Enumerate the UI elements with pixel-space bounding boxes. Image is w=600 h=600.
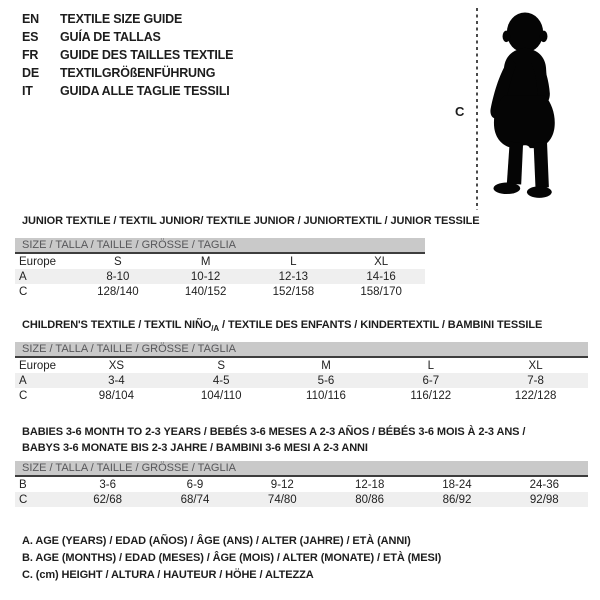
age-cell: 7-8 [527, 374, 544, 387]
language-title: GUIDE DES TAILLES TEXTILE [60, 48, 234, 62]
size-cell: XL [528, 359, 543, 372]
height-cell: 98/104 [98, 389, 134, 402]
height-cell: 158/170 [360, 285, 402, 298]
section-title-children-post: / TEXTILE DES ENFANTS / KINDERTEXTIL / BAMBINI TESSILE [219, 319, 543, 331]
section-title-children [22, 319, 542, 333]
row-label: C [19, 389, 28, 402]
height-cell: 152/158 [272, 285, 315, 298]
language-row-es [22, 28, 233, 46]
height-cell: 104/110 [200, 389, 242, 402]
height-cell: 86/92 [442, 493, 472, 506]
row-label: A [19, 270, 27, 283]
legend-line-c: C. (cm) HEIGHT / ALTURA / HAUTEUR / HÖHE / ALTEZZA [22, 569, 314, 581]
row-label: C [19, 285, 28, 298]
height-cell: 122/128 [514, 389, 557, 402]
legend-line-a: A. AGE (YEARS) / EDAD (AÑOS) / ÂGE (ANS) / ALTER (JAHRE) / ETÀ (ANNI) [22, 535, 411, 547]
section-title-children-sub: /A [211, 324, 220, 334]
age-cell: 9-12 [270, 478, 294, 491]
height-cell: 128/140 [97, 285, 139, 298]
language-code: FR [22, 48, 39, 62]
table-row-height [15, 284, 425, 299]
table-row-age-months [15, 477, 588, 492]
table-row-age [15, 269, 425, 284]
language-code: IT [22, 84, 33, 98]
language-row-en [22, 10, 233, 28]
size-cell: L [290, 255, 297, 268]
table-row-age [15, 373, 588, 388]
row-label: Europe [19, 255, 57, 268]
language-code: EN [22, 12, 39, 26]
size-table-junior [15, 238, 425, 299]
table-row-height [15, 388, 588, 403]
row-label: Europe [19, 359, 57, 372]
age-cell: 6-7 [422, 374, 440, 387]
language-row-fr [22, 46, 233, 64]
size-table-babies [15, 461, 588, 507]
age-cell: 5-6 [317, 374, 335, 387]
size-cell: XS [108, 359, 125, 372]
size-header-bar: SIZE / TALLA / TAILLE / GRÖSSE / TAGLIA [15, 461, 588, 477]
section-title-children-pre: CHILDREN'S TEXTILE / TEXTIL NIÑO [22, 319, 212, 331]
height-cell: 110/116 [306, 389, 346, 402]
height-cell: 68/74 [180, 493, 210, 506]
height-cell: 92/98 [529, 493, 559, 506]
height-label-c: C [455, 104, 465, 119]
table-row-europe [15, 358, 588, 373]
section-title-babies-line1: BABIES 3-6 MONTH TO 2-3 YEARS / BEBÉS 3-6 MESES A 2-3 AÑOS / BÉBÉS 3-6 MOIS À 2-3 ANS / [22, 426, 526, 438]
section-title-babies [22, 424, 587, 456]
language-title: TEXTILE SIZE GUIDE [60, 12, 183, 26]
baby-silhouette-icon [482, 6, 568, 210]
table-row-height [15, 492, 588, 507]
age-cell: 18-24 [442, 478, 472, 491]
age-cell: 3-6 [99, 478, 116, 491]
age-cell: 12-13 [278, 270, 309, 283]
row-label: B [19, 478, 27, 491]
age-cell: 4-5 [212, 374, 230, 387]
language-title: GUIDA ALLE TAGLIE TESSILI [60, 84, 230, 98]
height-measure-line [476, 8, 478, 210]
age-cell: 14-16 [366, 270, 396, 283]
language-code: ES [22, 30, 39, 44]
size-table-children [15, 342, 588, 403]
language-title-block [22, 10, 233, 100]
size-header-bar: SIZE / TALLA / TAILLE / GRÖSSE / TAGLIA [15, 238, 425, 254]
size-cell: XL [374, 255, 389, 268]
size-cell: M [200, 255, 211, 268]
height-cell: 74/80 [267, 493, 297, 506]
size-cell: L [427, 359, 434, 372]
size-header-bar: SIZE / TALLA / TAILLE / GRÖSSE / TAGLIA [15, 342, 588, 358]
age-cell: 6-9 [186, 478, 204, 491]
height-cell: 116/122 [410, 389, 452, 402]
age-cell: 10-12 [190, 270, 221, 283]
language-title: TEXTILGRÖßENFÜHRUNG [60, 66, 216, 80]
language-row-de [22, 64, 233, 82]
row-label: C [19, 493, 28, 506]
size-cell: S [217, 359, 226, 372]
age-cell: 8-10 [106, 270, 130, 283]
language-title: GUÍA DE TALLAS [60, 30, 161, 44]
size-cell: S [114, 255, 122, 268]
section-title-babies-line2: BABYS 3-6 MONATE BIS 2-3 JAHRE / BAMBINI 3-6 MESI A 2-3 ANNI [22, 442, 368, 454]
legend-line-b: B. AGE (MONTHS) / EDAD (MESES) / ÂGE (MOIS) / ALTER (MONATE) / ETÀ (MESI) [22, 552, 442, 564]
height-cell: 140/152 [184, 285, 227, 298]
section-title-junior: JUNIOR TEXTILE / TEXTIL JUNIOR/ TEXTILE JUNIOR / JUNIORTEXTIL / JUNIOR TESSILE [22, 215, 480, 227]
age-cell: 24-36 [529, 478, 560, 491]
language-code: DE [22, 66, 39, 80]
language-row-it [22, 82, 233, 100]
row-label: A [19, 374, 27, 387]
age-cell: 12-18 [354, 478, 385, 491]
measurement-legend [22, 533, 441, 584]
height-cell: 80/86 [355, 493, 385, 506]
height-cell: 62/68 [93, 493, 123, 506]
age-cell: 3-4 [108, 374, 125, 387]
table-row-europe [15, 254, 425, 269]
size-cell: M [321, 359, 331, 372]
